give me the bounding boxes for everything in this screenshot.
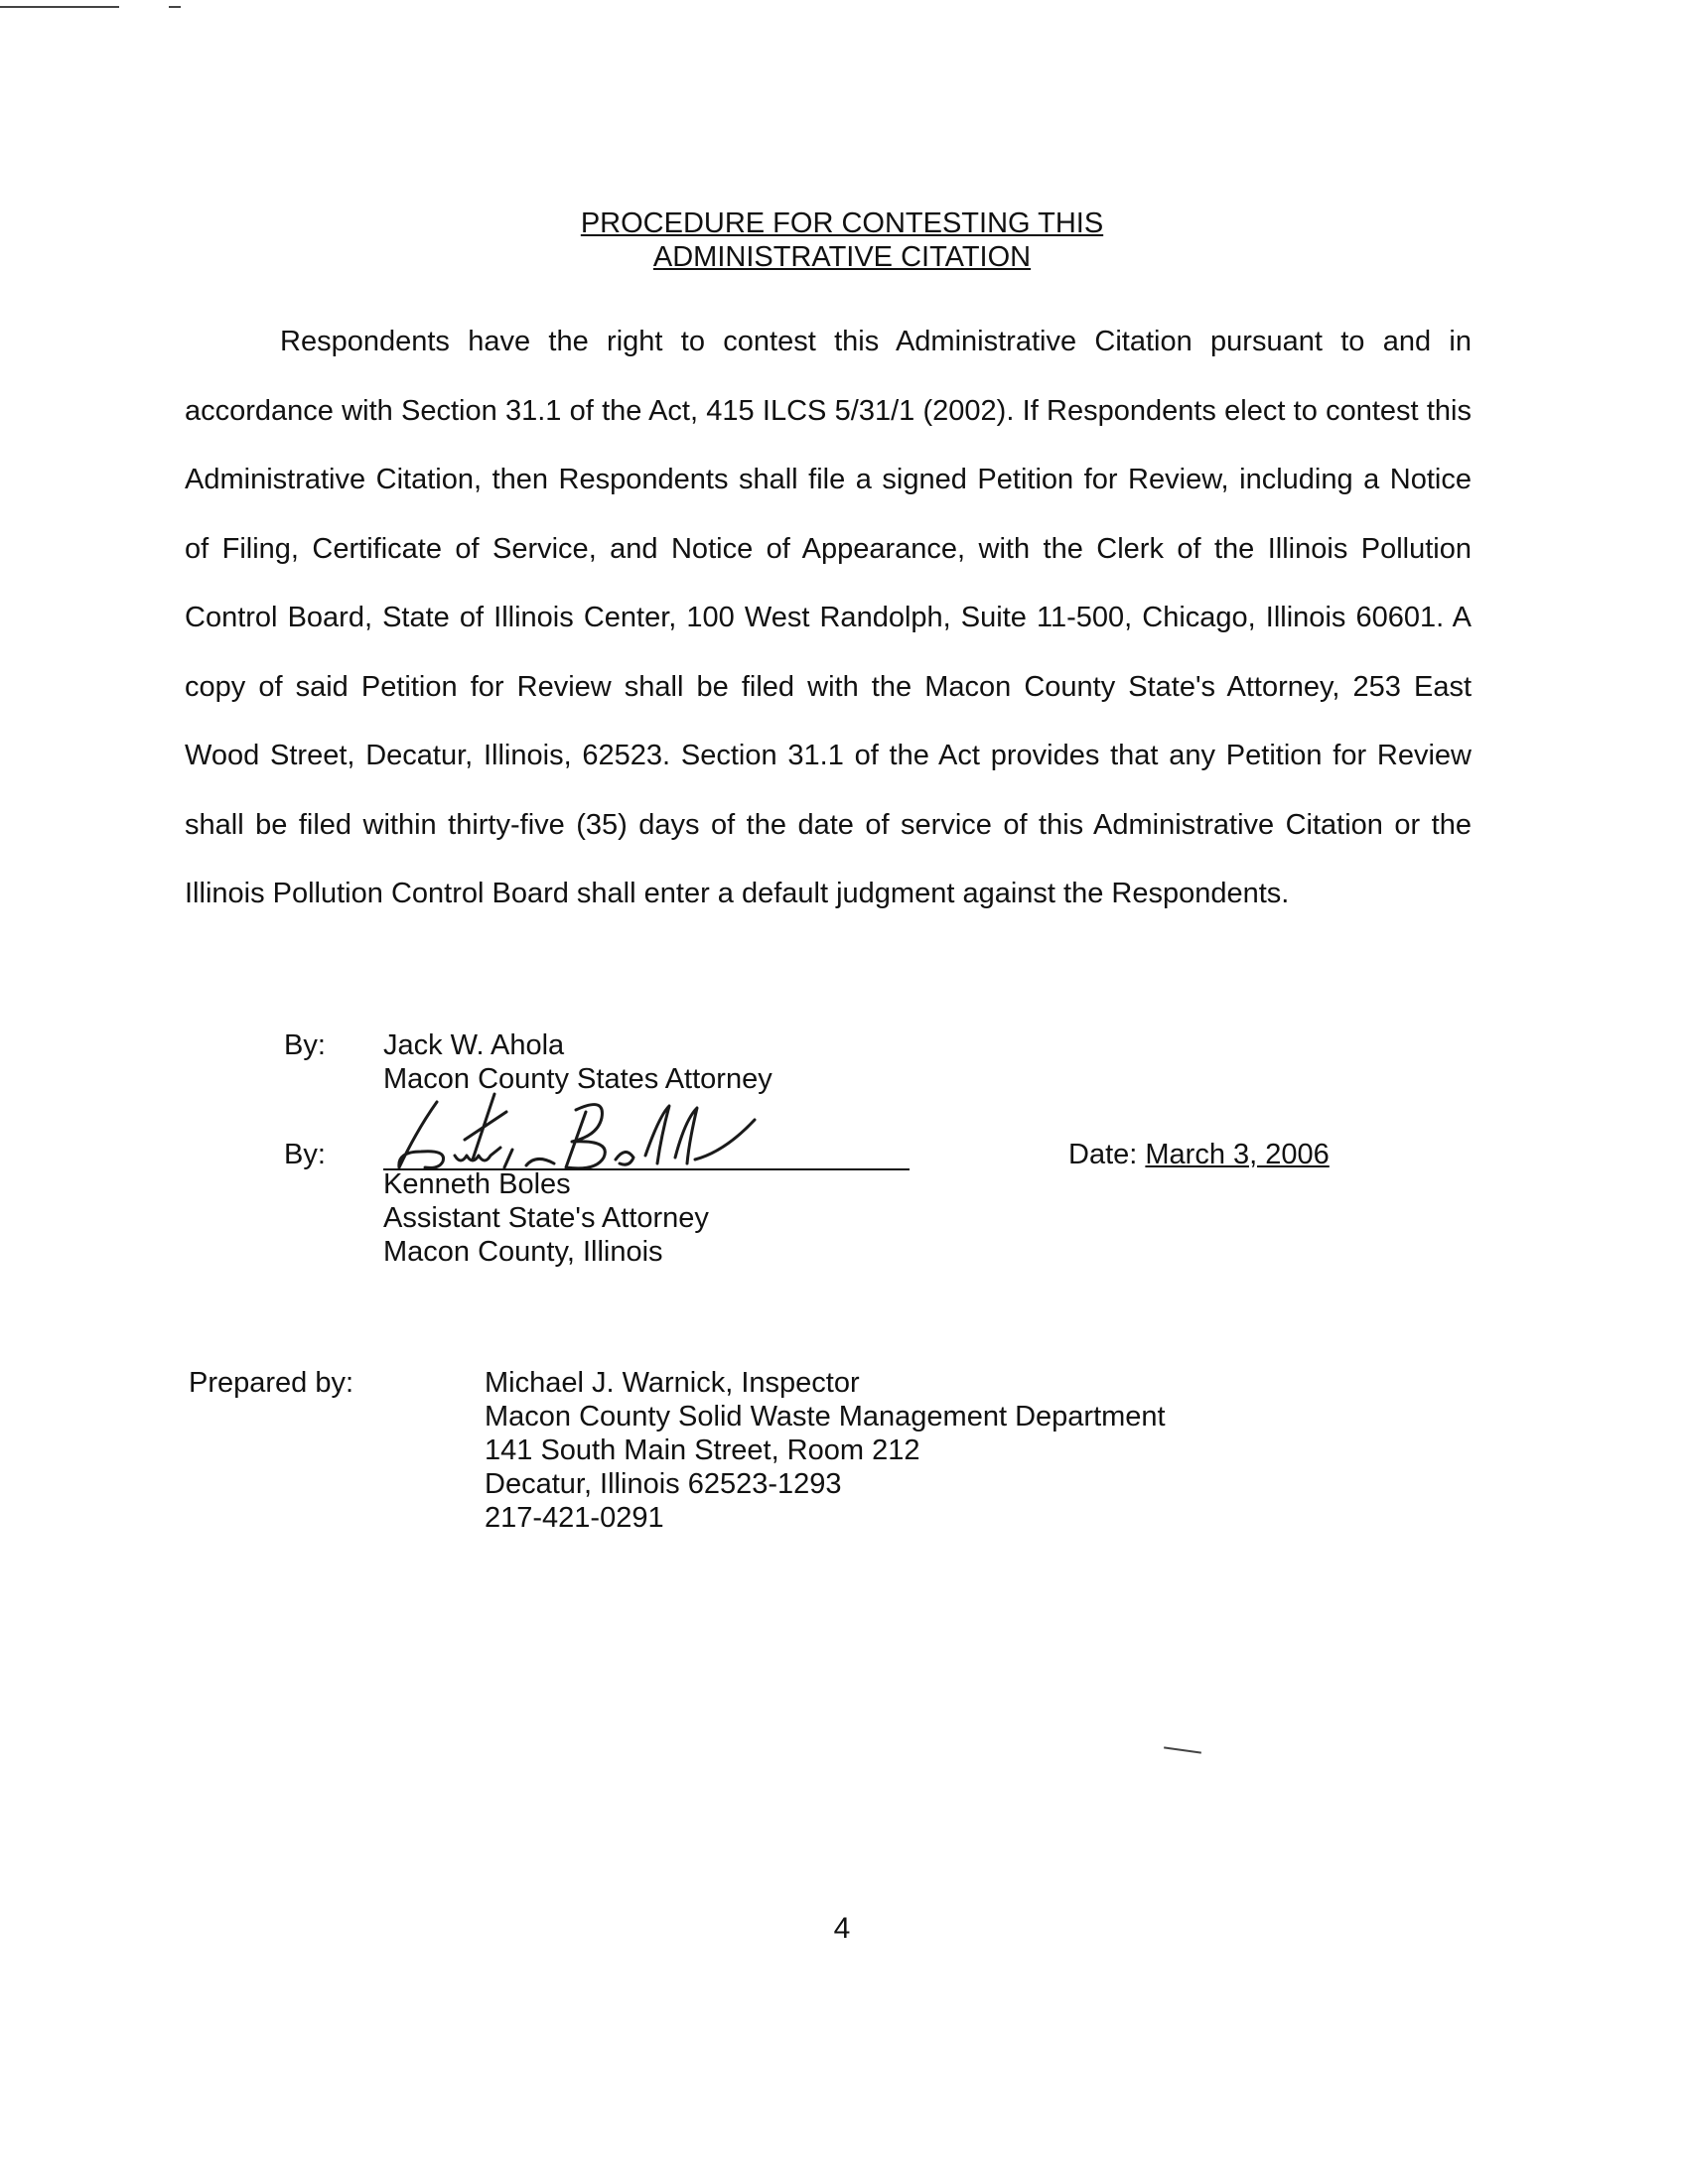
- procedure-paragraph: Respondents have the right to contest this Administrative Citation pursuant to and in accordance with Section 31.1 of the Act, 415 ILCS 5/31/1 (2002). If Respondents elect to contest this Administrative Citation, then Respondents shall file a signed Petition for Review, including a Notice of Filing, Certificate of Service, and Notice of Appearance, with the Clerk of the Illinois Pollution Control Board, State of Illinois Center, 100 West Randolph, Suite 11-500, Chicago, Illinois 60601. A copy of said Petition for Review shall be filed with the Macon County State's Attorney, 253 East Wood Street, Decatur, Illinois, 62523. Section 31.1 of the Act provides that any Petition for Review shall be filed within thirty-five (35) days of the date of service of this Administrative Citation or the Illinois Pollution Control Board shall enter a default judgment against the Respondents.: [185, 326, 1472, 909]
- by-label-1: By:: [284, 1029, 326, 1061]
- date-field: [1068, 1138, 1330, 1171]
- scan-mark: [0, 6, 119, 8]
- date-label: Date:: [1068, 1139, 1138, 1170]
- preparer-street: 141 South Main Street, Room 212: [485, 1434, 920, 1466]
- preparer-department: Macon County Solid Waste Management Department: [485, 1401, 1166, 1433]
- heading-line-1: PROCEDURE FOR CONTESTING THIS: [580, 207, 1104, 239]
- preparer-block: [485, 1366, 1166, 1535]
- scan-mark: [1164, 1746, 1201, 1753]
- preparer-phone: 217-421-0291: [485, 1502, 664, 1534]
- signer-block: [383, 1167, 709, 1269]
- handwritten-signature: [377, 1090, 794, 1175]
- by-label-2: By:: [284, 1139, 326, 1170]
- preparer-name: Michael J. Warnick, Inspector: [485, 1367, 860, 1399]
- prepared-by-label: Prepared by:: [189, 1367, 354, 1399]
- attorney-title: Macon County States Attorney: [383, 1063, 772, 1095]
- signer-title: Assistant State's Attorney: [383, 1202, 709, 1234]
- document-heading: [0, 206, 1684, 274]
- attorney-block: [383, 1028, 772, 1096]
- attorney-name: Jack W. Ahola: [383, 1029, 565, 1061]
- page-number: 4: [833, 1912, 851, 1945]
- signer-name: Kenneth Boles: [383, 1168, 571, 1200]
- preparer-city: Decatur, Illinois 62523-1293: [485, 1468, 842, 1500]
- scan-mark: [169, 6, 181, 8]
- heading-line-2: ADMINISTRATIVE CITATION: [652, 241, 1032, 273]
- date-value: March 3, 2006: [1145, 1139, 1330, 1170]
- signer-county: Macon County, Illinois: [383, 1236, 663, 1268]
